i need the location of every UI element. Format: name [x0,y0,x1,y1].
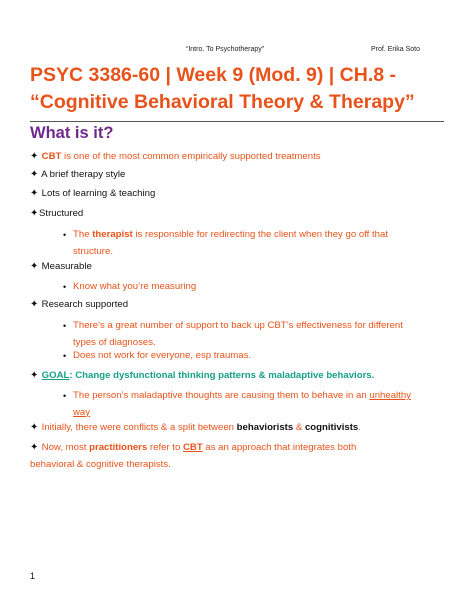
bullet-goal [30,368,374,385]
dot-icon: • [63,230,67,240]
four-point-star-icon: ✦ [30,151,39,162]
bullet-text: Lots of learning & teaching [41,188,156,199]
bullet-practitioners: ✦ Now, most practitioners refer to CBT as an approach that integrates both behavioral & cognitive therapists. [30,442,357,470]
dot-icon: • [63,351,67,361]
bullet-brief-therapy [30,167,125,184]
term-behaviorists: behaviorists [236,422,294,433]
sub-bullet-measuring: • Know what you’re measuring [73,279,413,296]
bullet-text: A brief therapy style [41,169,126,180]
four-point-star-icon: ✦ [30,208,39,219]
four-point-star-icon: ✦ [30,422,39,433]
goal-text: : Change dysfunctional thinking patterns & maladaptive behaviors. [69,370,375,381]
bullet-structured [30,206,83,223]
bullet-text: Research supported [41,299,129,310]
four-point-star-icon: ✦ [30,442,39,453]
sub-bullet-therapist: • The therapist is responsible for redirecting the client when they go off that structure. [63,229,389,257]
term-practitioners: practitioners [89,442,148,453]
bullet-research [30,297,128,314]
page-number: 1 [30,571,36,581]
bullet-measurable [30,259,92,276]
dot-icon: • [63,391,67,401]
header-professor: Prof. Erika Soto [371,46,421,53]
header-course-title: “Intro. To Psychotherapy” [186,46,265,53]
goal-label: GOAL [41,370,70,381]
bullet-text: Structured [39,208,84,219]
sub-bullet-support: • There’s a great number of support to back up CBT’s effectiveness for different types of diagnoses. [63,320,403,348]
term-way: way [73,406,91,418]
bullet-text: is one of the most common empirically supported treatments [61,151,321,162]
bullet-learning [30,186,155,203]
four-point-star-icon: ✦ [30,188,39,199]
dot-icon: • [63,282,67,292]
bullet-cbt [30,149,321,166]
sub-bullet-maladaptive: • The person’s maladaptive thoughts are causing them to behave in an unhealthy way [63,390,411,418]
title-divider [30,121,444,122]
dot-icon: • [63,321,67,331]
term-cognitivists: cognitivists [304,422,359,433]
section-heading: What is it? [30,124,114,142]
four-point-star-icon: ✦ [30,299,39,310]
page-title [30,62,450,116]
bullet-text: Measurable [41,261,92,272]
term-unhealthy: unhealthy [369,390,411,401]
title-line-1: PSYC 3386-60 | Week 9 (Mod. 9) | CH.8 - [30,64,397,86]
bullet-conflicts: ✦ Initially, there were conflicts & a split between behaviorists & cognitivists. [30,420,361,437]
term-cbt: CBT [41,151,62,162]
title-line-2: “Cognitive Behavioral Theory & Therapy” [30,91,415,113]
four-point-star-icon: ✦ [30,169,39,180]
term-therapist: therapist [92,229,133,240]
sub-bullet-not-for-everyone: • Does not work for everyone, esp traumas. [73,348,413,365]
four-point-star-icon: ✦ [30,261,39,272]
term-cbt-2: CBT [182,442,203,453]
four-point-star-icon: ✦ [30,370,39,381]
